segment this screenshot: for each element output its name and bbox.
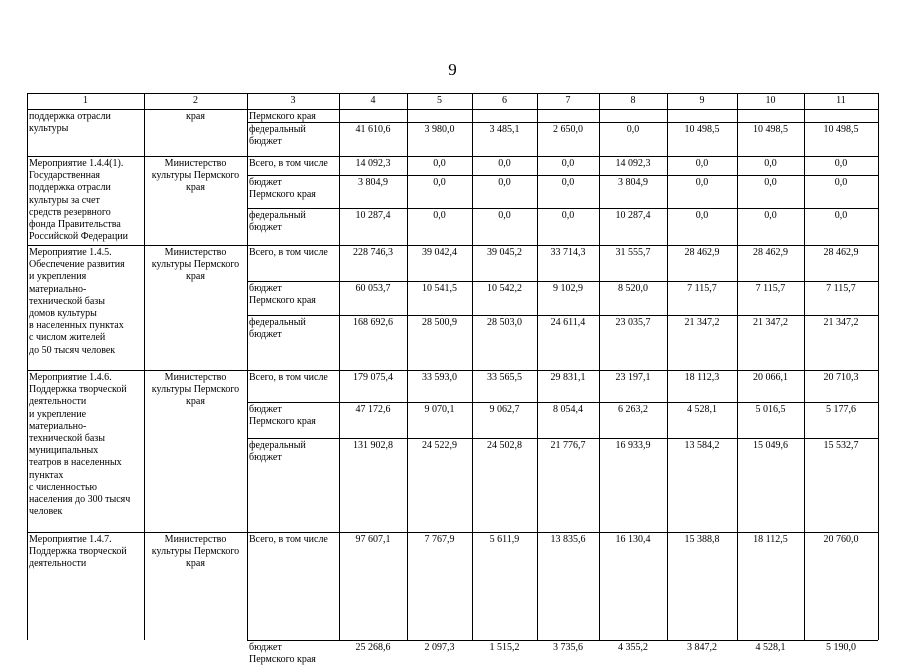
funding-value: 13 584,2: [684, 440, 720, 451]
funding-value: 21 776,7: [550, 440, 586, 451]
funding-source-label: федеральный: [249, 124, 306, 135]
table-subrow-border: [247, 438, 878, 439]
funding-value: 7 115,7: [826, 283, 856, 294]
funding-value: 10 287,4: [615, 210, 651, 221]
responsible-executor-line: Министерство: [164, 158, 227, 169]
funding-value: 29 831,1: [550, 372, 586, 383]
funding-source-label: бюджет: [249, 329, 282, 341]
measure-name-line: Российской Федерации: [29, 231, 129, 243]
column-header: 11: [836, 95, 846, 106]
funding-value: 33 593,0: [422, 372, 457, 383]
funding-value: 15 049,6: [753, 440, 788, 451]
funding-source-label: бюджет: [249, 452, 282, 464]
funding-value: 28 500,9: [422, 317, 457, 328]
measure-name-line: и укрепление: [29, 408, 87, 420]
table-row-border: [27, 156, 878, 157]
measure-name-line: с числом жителей: [29, 332, 106, 344]
funding-value: 9 062,7: [489, 404, 520, 415]
funding-value: 28 503,0: [487, 317, 522, 328]
column-header: 5: [437, 95, 442, 106]
measure-name-line: с численностью: [29, 481, 97, 493]
measure-name-line: Мероприятие 1.4.4(1).: [29, 158, 124, 169]
funding-value: 21 347,2: [753, 317, 788, 328]
column-header: 8: [630, 95, 636, 106]
funding-value: 23 197,1: [615, 372, 651, 383]
funding-value: 60 053,7: [355, 283, 391, 294]
funding-value: 0,0: [561, 158, 575, 169]
measure-name-line: до 50 тысяч человек: [29, 344, 116, 356]
responsible-executor-line: культуры Пермского: [151, 546, 240, 558]
funding-source-label: Всего, в том числе: [249, 158, 328, 169]
measure-name-line: домов культуры: [29, 308, 97, 319]
funding-value: 8 520,0: [618, 283, 648, 294]
funding-source-label: Пермского края: [249, 295, 316, 307]
table-subrow-border: [247, 640, 878, 641]
funding-value: 6 263,2: [618, 404, 648, 415]
measure-name-line: средств резервного: [29, 206, 111, 218]
funding-source-label: федеральный: [249, 210, 306, 221]
funding-value: 3 980,0: [424, 124, 455, 135]
measure-name-line: поддержка отрасли: [29, 182, 111, 194]
funding-source-label: Всего, в том числе: [249, 372, 328, 383]
funding-value: 4 528,1: [755, 642, 786, 653]
funding-value: 2 650,0: [553, 124, 583, 135]
funding-value: 28 462,9: [753, 247, 788, 258]
measure-name-line: материально-: [29, 420, 87, 432]
measure-name-line: деятельности: [29, 396, 87, 408]
funding-value: 1 515,2: [489, 642, 520, 653]
funding-value: 5 177,6: [826, 404, 856, 415]
funding-source-label: бюджет: [249, 136, 282, 148]
measure-name-line: Обеспечение развития: [29, 259, 125, 271]
column-header: 2: [193, 95, 198, 106]
responsible-executor-line: Министерство: [164, 247, 227, 258]
measure-name-line: фонда Правительства: [29, 219, 121, 230]
funding-value: 0,0: [834, 158, 848, 169]
funding-value: 0,0: [834, 210, 848, 221]
funding-source-label: бюджет: [249, 283, 282, 294]
table-row-border: [27, 93, 878, 94]
funding-value: 0,0: [764, 158, 777, 169]
funding-value: 41 610,6: [355, 124, 391, 135]
funding-value: 23 035,7: [615, 317, 651, 328]
funding-value: 28 462,9: [684, 247, 720, 258]
funding-value: 228 746,3: [353, 247, 393, 258]
funding-value: 0,0: [764, 177, 777, 188]
funding-value: 0,0: [498, 158, 511, 169]
funding-value: 4 528,1: [687, 404, 717, 415]
funding-value: 16 130,4: [615, 534, 651, 545]
funding-value: 9 102,9: [553, 283, 583, 294]
funding-source-label: Пермского края: [249, 189, 316, 201]
funding-source-label: федеральный: [249, 317, 306, 328]
measure-name-line: пунктах: [29, 469, 64, 481]
table-row-border: [27, 109, 878, 110]
column-header: 1: [83, 95, 88, 106]
funding-value: 18 112,5: [753, 534, 788, 545]
funding-value: 18 112,3: [684, 372, 720, 383]
measure-name-line: Поддержка творческой: [29, 546, 127, 558]
funding-value: 97 607,1: [355, 534, 391, 545]
column-header: 6: [502, 95, 507, 106]
measure-name-line: Мероприятие 1.4.6.: [29, 372, 112, 383]
table-row-border: [27, 532, 878, 533]
column-header: 7: [565, 95, 571, 106]
measure-name-line: технической базы: [29, 433, 105, 444]
funding-value: 10 542,2: [487, 283, 522, 294]
table-subrow-border: [247, 315, 878, 316]
responsible-executor-line: Министерство: [164, 372, 227, 383]
funding-source-label: бюджет: [249, 222, 282, 234]
funding-value: 0,0: [834, 177, 848, 188]
funding-value: 24 522,9: [422, 440, 457, 451]
funding-value: 16 933,9: [615, 440, 651, 451]
funding-value: 24 502,8: [487, 440, 522, 451]
funding-value: 0,0: [695, 177, 709, 188]
funding-value: 20 066,1: [753, 372, 788, 383]
funding-value: 14 092,3: [355, 158, 391, 169]
measure-name-line: деятельности: [29, 558, 87, 570]
funding-value: 25 268,6: [355, 642, 391, 653]
funding-value: 0,0: [561, 177, 575, 188]
funding-source-label: бюджет: [249, 177, 282, 188]
responsible-executor-line: культуры Пермского: [151, 170, 240, 182]
funding-value: 10 498,5: [684, 124, 720, 135]
responsible-executor-line: Министерство: [164, 534, 227, 545]
table-subrow-border: [247, 208, 878, 209]
table-subrow-border: [247, 175, 878, 176]
funding-value: 33 565,5: [487, 372, 522, 383]
funding-value: 3 804,9: [618, 177, 648, 188]
funding-source-label: Пермского края: [249, 111, 316, 122]
funding-value: 39 045,2: [487, 247, 522, 258]
measure-name-line: технической базы: [29, 295, 105, 307]
funding-value: 10 287,4: [355, 210, 391, 221]
funding-value: 3 804,9: [358, 177, 388, 188]
responsible-executor-line: края: [186, 182, 205, 194]
funding-value: 20 710,3: [823, 372, 859, 383]
funding-value: 20 760,0: [823, 534, 859, 545]
funding-value: 131 902,8: [353, 440, 393, 451]
funding-source-label: Всего, в том числе: [249, 247, 328, 258]
budget-table: [27, 93, 878, 666]
measure-name-line: муниципальных: [29, 445, 99, 457]
responsible-executor-line: края: [186, 396, 205, 408]
funding-value: 10 541,5: [422, 283, 457, 294]
funding-value: 13 835,6: [550, 534, 586, 545]
funding-value: 0,0: [498, 177, 511, 188]
funding-source-label: бюджет: [249, 404, 282, 415]
funding-value: 31 555,7: [615, 247, 651, 258]
measure-name-line: поддержка отрасли: [29, 111, 111, 122]
table-column-border: [27, 93, 28, 640]
responsible-executor-line: культуры Пермского: [151, 384, 240, 396]
column-header: 10: [765, 95, 776, 106]
funding-value: 5 016,5: [755, 404, 786, 415]
funding-value: 10 498,5: [823, 124, 859, 135]
funding-value: 0,0: [433, 210, 446, 221]
measure-name-line: в населенных пунктах: [29, 320, 124, 332]
column-header: 9: [699, 95, 705, 106]
funding-value: 3 735,6: [553, 642, 583, 653]
measure-name-line: и укрепления: [29, 271, 87, 283]
funding-value: 179 075,4: [353, 372, 393, 383]
funding-value: 24 611,4: [550, 317, 586, 328]
measure-name-line: культуры за счет: [29, 194, 100, 206]
funding-value: 0,0: [561, 210, 575, 221]
funding-value: 15 388,8: [684, 534, 720, 545]
table-subrow-border: [247, 402, 878, 403]
measure-name-line: Мероприятие 1.4.5.: [29, 247, 112, 258]
funding-value: 0,0: [695, 210, 709, 221]
responsible-executor-line: края: [186, 271, 205, 283]
funding-value: 3 485,1: [489, 124, 520, 135]
funding-value: 47 172,6: [355, 404, 391, 415]
measure-name-line: театров в населенных: [29, 457, 122, 469]
funding-source-label: бюджет: [249, 642, 282, 653]
funding-value: 5 611,9: [489, 534, 520, 545]
funding-value: 5 190,0: [826, 642, 856, 653]
funding-source-label: Пермского края: [249, 654, 316, 666]
funding-value: 14 092,3: [615, 158, 651, 169]
responsible-executor-line: края: [186, 558, 205, 570]
funding-value: 0,0: [433, 158, 446, 169]
funding-value: 0,0: [764, 210, 777, 221]
measure-name-line: населения до 300 тысяч: [29, 494, 131, 505]
funding-value: 0,0: [433, 177, 446, 188]
funding-value: 7 767,9: [424, 534, 455, 545]
table-row-border: [27, 245, 878, 246]
funding-value: 7 115,7: [755, 283, 786, 294]
funding-value: 168 692,6: [353, 317, 393, 328]
column-header: 3: [290, 95, 296, 106]
measure-name-line: Мероприятие 1.4.7.: [29, 534, 112, 545]
responsible-executor-line: края: [186, 111, 205, 122]
funding-value: 0,0: [498, 210, 511, 221]
funding-value: 28 462,9: [823, 247, 859, 258]
page-number: 9: [448, 60, 457, 79]
responsible-executor-line: культуры Пермского: [151, 259, 240, 271]
funding-value: 9 070,1: [424, 404, 455, 415]
table-column-border: [878, 93, 879, 640]
funding-value: 3 847,2: [687, 642, 717, 653]
funding-value: 7 115,7: [687, 283, 717, 294]
funding-source-label: Пермского края: [249, 416, 316, 428]
funding-value: 21 347,2: [823, 317, 859, 328]
funding-value: 0,0: [626, 124, 640, 135]
measure-name-line: Поддержка творческой: [29, 384, 127, 396]
funding-value: 8 054,4: [553, 404, 583, 415]
funding-value: 0,0: [695, 158, 709, 169]
table-row-border: [27, 370, 878, 371]
funding-value: 15 532,7: [823, 440, 859, 451]
funding-value: 21 347,2: [684, 317, 720, 328]
funding-value: 10 498,5: [753, 124, 788, 135]
measure-name-line: материально-: [29, 283, 87, 295]
funding-value: 33 714,3: [550, 247, 586, 258]
funding-source-label: Всего, в том числе: [249, 534, 328, 545]
funding-value: 4 355,2: [618, 642, 648, 653]
measure-name-line: человек: [29, 506, 63, 518]
measure-name-line: Государственная: [29, 170, 101, 182]
column-header: 4: [370, 95, 376, 106]
funding-value: 2 097,3: [424, 642, 455, 653]
measure-name-line: культуры: [29, 123, 69, 135]
funding-value: 39 042,4: [422, 247, 457, 258]
table-subrow-border: [247, 122, 878, 123]
funding-source-label: федеральный: [249, 440, 306, 451]
table-subrow-border: [247, 281, 878, 282]
